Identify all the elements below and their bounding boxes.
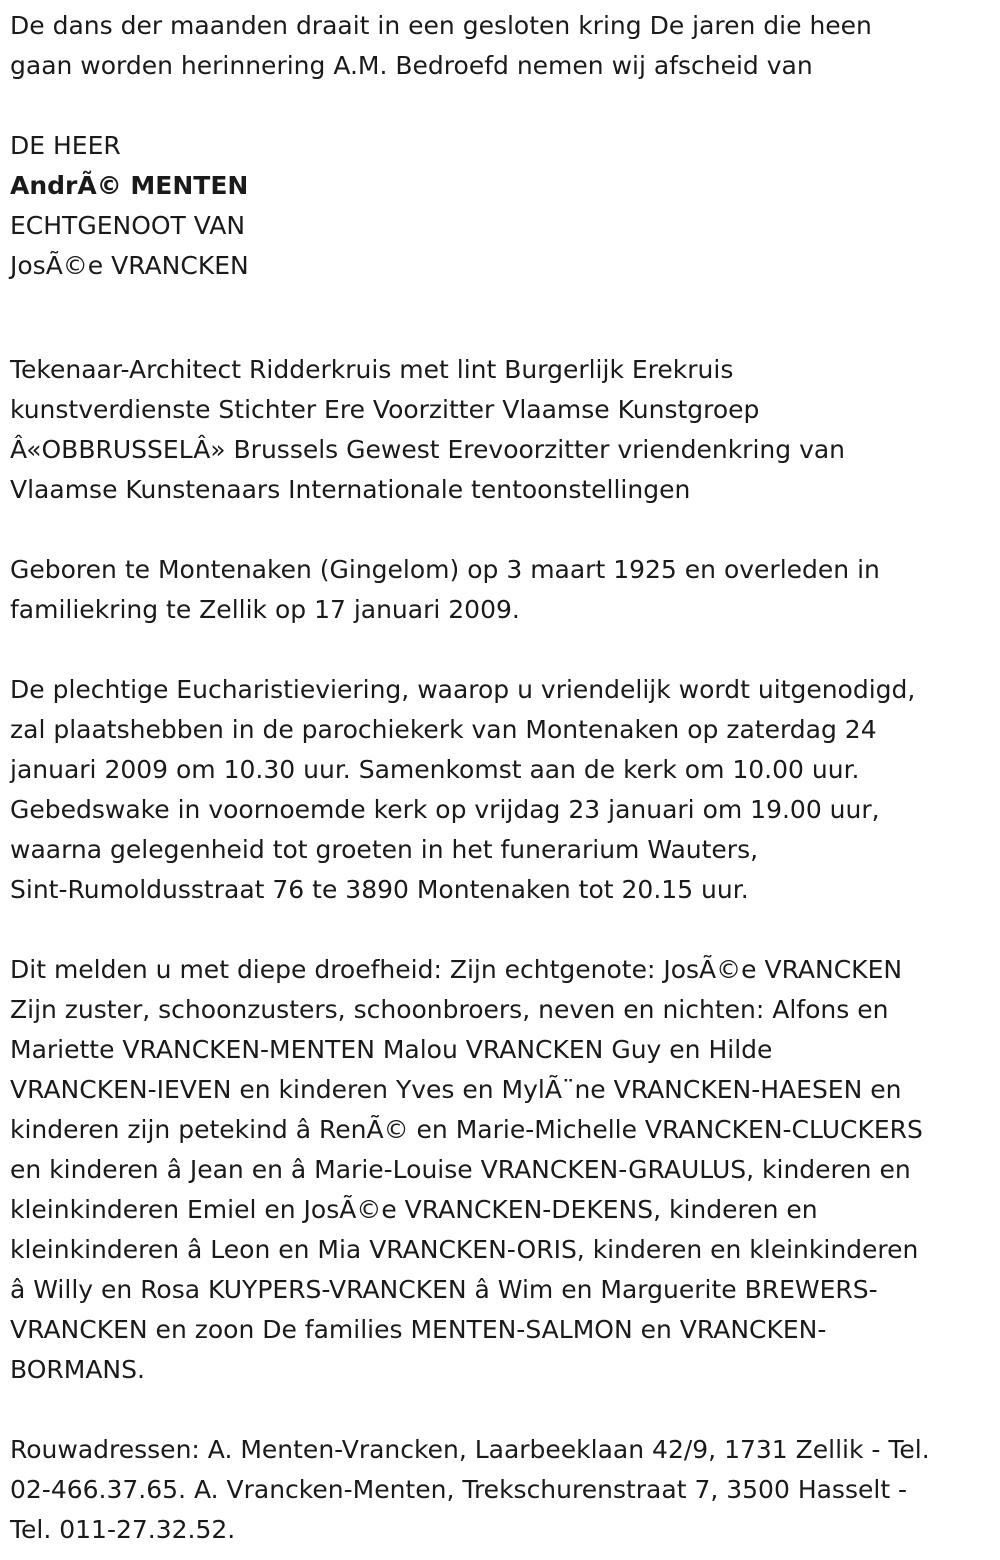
- deceased-block: [10, 126, 985, 286]
- address-line: Rouwadressen: A. Menten-Vrancken, Laarbeeklaan 42/9, 1731 Zellik - Tel.: [10, 1435, 930, 1464]
- address-line: 02-466.37.65. A. Vrancken-Menten, Trekschurenstraat 7, 3500 Hasselt -: [10, 1475, 908, 1504]
- birth-death-paragraph: [10, 550, 985, 630]
- titles-line: kunstverdienste Stichter Ere Voorzitter Vlaamse Kunstgroep: [10, 395, 760, 424]
- titles-paragraph: [10, 350, 985, 510]
- family-line: VRANCKEN-IEVEN en kinderen Yves en MylÃ¨ne VRANCKEN-HAESEN en: [10, 1075, 902, 1104]
- titles-line: Vlaamse Kunstenaars Internationale tentoonstellingen: [10, 475, 691, 504]
- ceremony-line: De plechtige Eucharistieviering, waarop u vriendelijk wordt uitgenodigd,: [10, 675, 916, 704]
- intro-line: De dans der maanden draait in een gesloten kring De jaren die heen: [10, 11, 872, 40]
- deceased-name: AndrÃ© MENTEN: [10, 171, 249, 200]
- honorific: DE HEER: [10, 131, 121, 160]
- family-line: kinderen zijn petekind â RenÃ© en Marie-Michelle VRANCKEN-CLUCKERS: [10, 1115, 923, 1144]
- family-line: en kinderen â Jean en â Marie-Louise VRANCKEN-GRAULUS, kinderen en: [10, 1155, 911, 1184]
- spouse-name: JosÃ©e VRANCKEN: [10, 251, 249, 280]
- family-line: kleinkinderen â Leon en Mia VRANCKEN-ORIS, kinderen en kleinkinderen: [10, 1235, 919, 1264]
- relation-label: ECHTGENOOT VAN: [10, 211, 246, 240]
- family-line: Zijn zuster, schoonzusters, schoonbroers, neven en nichten: Alfons en: [10, 995, 889, 1024]
- family-paragraph: [10, 950, 985, 1390]
- birth-death-line: Geboren te Montenaken (Gingelom) op 3 maart 1925 en overleden in: [10, 555, 880, 584]
- family-line: VRANCKEN en zoon De families MENTEN-SALMON en VRANCKEN-: [10, 1315, 827, 1344]
- intro-paragraph: [10, 6, 985, 86]
- titles-line: Â«OBBRUSSELÂ» Brussels Gewest Erevoorzitter vriendenkring van: [10, 435, 846, 464]
- family-line: kleinkinderen Emiel en JosÃ©e VRANCKEN-DEKENS, kinderen en: [10, 1195, 818, 1224]
- ceremony-line: Gebedswake in voornoemde kerk op vrijdag 23 januari om 19.00 uur,: [10, 795, 880, 824]
- family-line: â Willy en Rosa KUYPERS-VRANCKEN â Wim en Marguerite BREWERS-: [10, 1275, 878, 1304]
- address-line: Tel. 011-27.32.52.: [10, 1515, 236, 1544]
- birth-death-line: familiekring te Zellik op 17 januari 2009.: [10, 595, 520, 624]
- family-line: Mariette VRANCKEN-MENTEN Malou VRANCKEN Guy en Hilde: [10, 1035, 773, 1064]
- intro-line: gaan worden herinnering A.M. Bedroefd nemen wij afscheid van: [10, 51, 813, 80]
- addresses-paragraph: [10, 1430, 985, 1550]
- ceremony-paragraph: [10, 670, 985, 910]
- family-line: BORMANS.: [10, 1355, 145, 1384]
- titles-line: Tekenaar-Architect Ridderkruis met lint Burgerlijk Erekruis: [10, 355, 734, 384]
- family-line: Dit melden u met diepe droefheid: Zijn echtgenote: JosÃ©e VRANCKEN: [10, 955, 903, 984]
- ceremony-line: Sint-Rumoldusstraat 76 te 3890 Montenaken tot 20.15 uur.: [10, 875, 749, 904]
- ceremony-line: zal plaatshebben in de parochiekerk van Montenaken op zaterdag 24: [10, 715, 877, 744]
- ceremony-line: waarna gelegenheid tot groeten in het funerarium Wauters,: [10, 835, 759, 864]
- ceremony-line: januari 2009 om 10.30 uur. Samenkomst aan de kerk om 10.00 uur.: [10, 755, 860, 784]
